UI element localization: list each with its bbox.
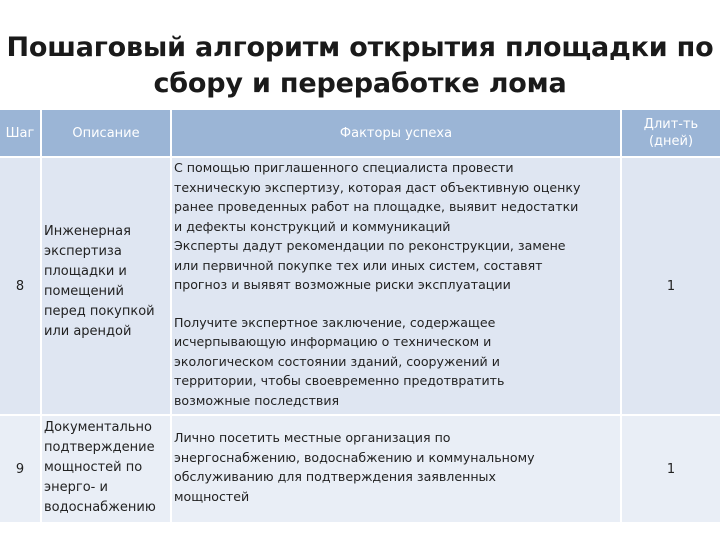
row-factors-paragraph-1: Лично посетить местные организация по энергоснабжению, водоснабжению и коммунальному обслуживанию для подтверждения заявленных мощностей (174, 430, 535, 504)
table-row (0, 158, 720, 414)
row-duration: 1 (622, 416, 720, 522)
header-factors: Факторы успеха (172, 110, 620, 156)
row-description (42, 158, 170, 414)
slide-title-line-2: сбору и переработке лома (153, 68, 567, 99)
row-factors (172, 158, 620, 414)
row-description-text: Инженерная экспертиза площадки и помещений перед покупкой или арендой (44, 224, 155, 339)
row-factors-paragraph-1: С помощью приглашенного специалиста провести техническую экспертизу, которая даст объективную оценку ранее проведенных работ на площадке, выявит недостатки и дефекты конструкций и коммуникаций Эксперты дадут рекомендации по реконструкции, замене или первичной покупке тех или иных систем, составят прогноз и выявят возможные риски эксплуатации (174, 160, 581, 292)
slide-title-line-1: Пошаговый алгоритм открытия площадки по (6, 32, 714, 63)
row-factors-paragraph-2: Получите экспертное заключение, содержащее исчерпывающую информацию о техническом и экологическом состоянии зданий, сооружений и территории, чтобы своевременно предотвратить возможные последствия (174, 314, 505, 408)
header-description: Описание (42, 110, 170, 156)
row-step: 9 (0, 416, 40, 522)
row-duration: 1 (622, 158, 720, 414)
table-header (0, 110, 720, 156)
header-duration: Длит-ть (дней) (622, 110, 720, 156)
row-description-text: Документально подтверждение мощностей по энерго- и водоснабжению (44, 420, 156, 515)
header-step: Шаг (0, 110, 40, 156)
row-factors (172, 416, 620, 522)
slide-title (0, 30, 720, 102)
row-description (42, 416, 170, 522)
row-step: 8 (0, 158, 40, 414)
table-row (0, 416, 720, 522)
